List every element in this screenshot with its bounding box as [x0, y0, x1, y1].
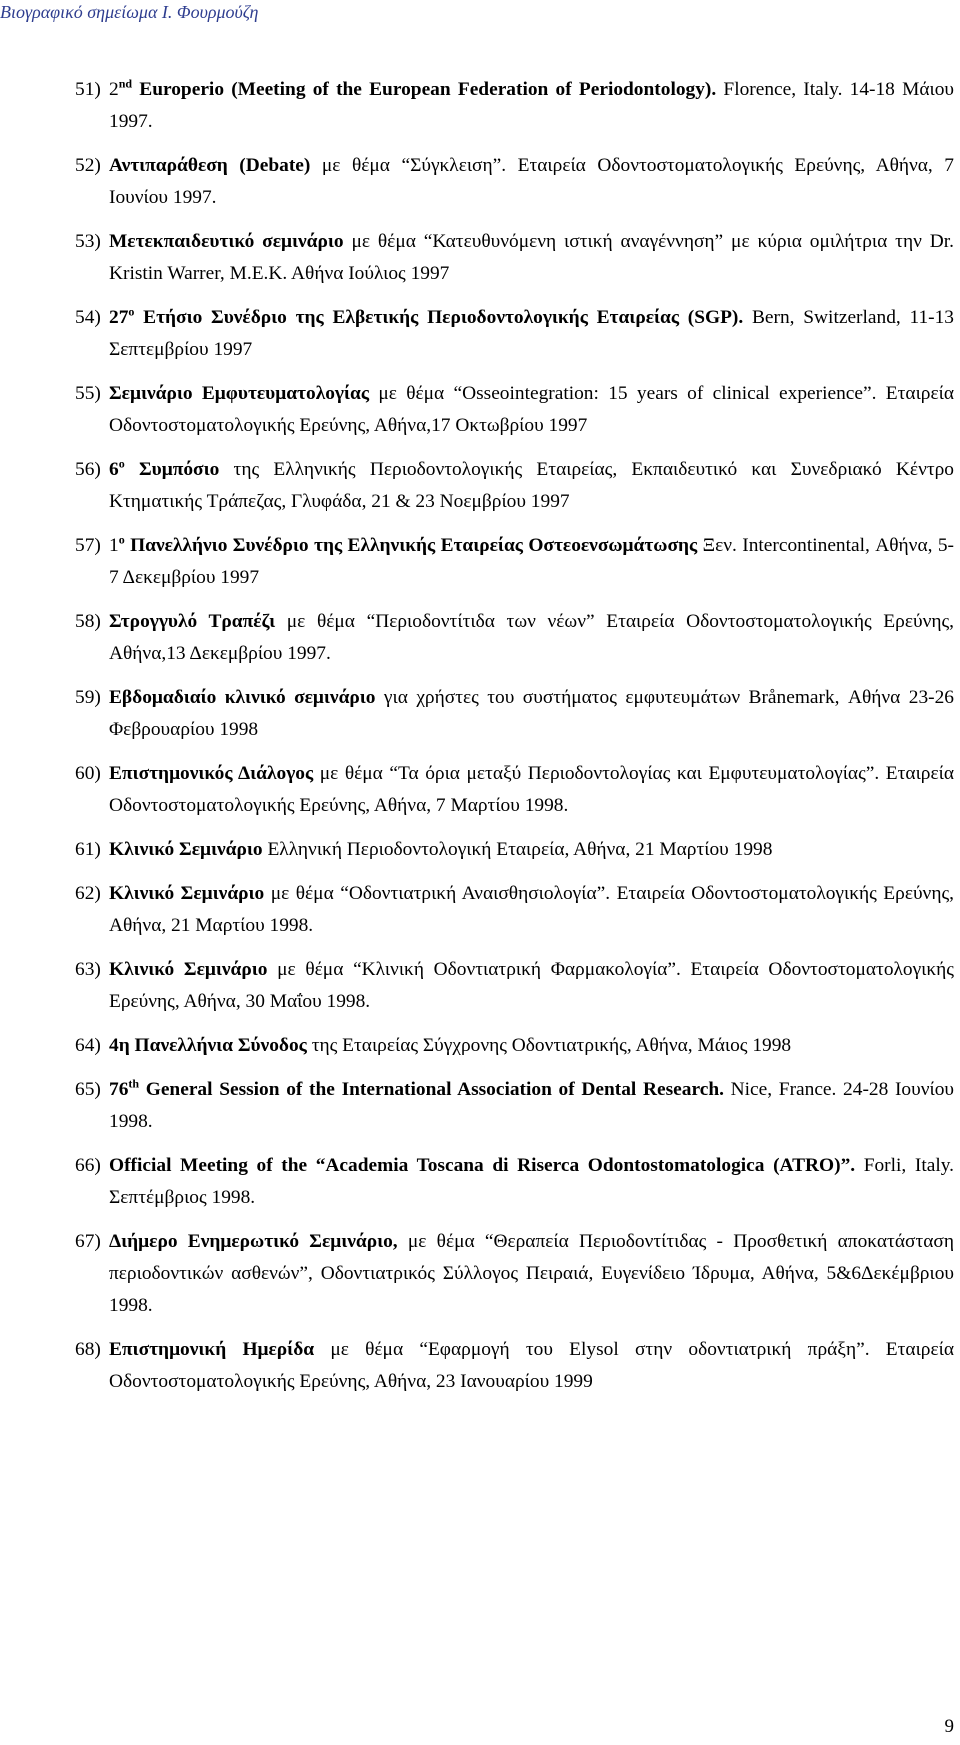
plain-text: της Εταιρείας Σύγχρονης Οδοντιατρικής, Αθήνα, Μάιος 1998 — [306, 1035, 792, 1056]
plain-text: με θέμα “Οδοντιατρική Αναισθησιολογία”. Εταιρεία Οδοντοστοματολογικής Ερεύνης, Αθήνα, 21 Μαρτίου 1998. — [109, 883, 954, 936]
entry-text — [109, 378, 954, 442]
bold-text: Πανελλήνιο Συνέδριο της Ελληνικής Εταιρείας Οστεοενσωμάτωσης — [124, 535, 698, 556]
bold-text: Κλινικό Σεμινάριο — [109, 839, 263, 860]
plain-text: με θέμα “Εφαρμογή του Elysol στην οδοντιατρική πράξη”. Εταιρεία Οδοντοστοματολογικής Ερεύνης, Αθήνα, 23 Ιανουαρίου 1999 — [109, 1339, 954, 1392]
entry-text — [109, 1150, 954, 1214]
superscript: ο — [128, 304, 135, 319]
entry-number: 68) — [75, 1339, 101, 1360]
superscript: ο — [118, 456, 125, 471]
page-number: 9 — [944, 1716, 954, 1737]
list-item — [75, 302, 954, 366]
plain-text: για χρήστες του συστήματος εμφυτευμάτων Brånemark, Αθήνα 23-26 Φεβρουαρίου 1998 — [109, 687, 955, 740]
entry-number: 67) — [75, 1231, 101, 1252]
bold-text: Επιστημονική Ημερίδα — [109, 1339, 315, 1360]
entry-number: 62) — [75, 883, 106, 904]
list-item — [75, 758, 954, 822]
plain-text: της Ελληνικής Περιοδοντολογικής Εταιρείας, Εκπαιδευτικό και Συνεδριακό Κέντρο Κτηματικής Τράπεζας, Γλυφάδα, 21 & 23 Νοεμβρίου 1997 — [109, 459, 955, 512]
bold-text: 6 — [109, 459, 119, 480]
plain-text: Ξεν. Intercontinental, Αθήνα, 5-7 Δεκεμβρίου 1997 — [109, 535, 955, 588]
entry-number: 61) — [75, 839, 106, 860]
bold-text: Επιστημονικός Διάλογος — [109, 763, 314, 784]
plain-text: με θέμα “Κατευθυνόμενη ιστική αναγέννηση” με κύρια ομιλήτρια την Dr. Kristin Warrer, Μ.Ε.Κ. Αθήνα Ιούλιος 1997 — [109, 231, 954, 284]
entry-text — [109, 530, 954, 594]
list-item — [75, 682, 954, 746]
list-item — [75, 1030, 954, 1062]
bold-text: 4η Πανελλήνια Σύνοδος — [109, 1035, 307, 1056]
bold-text: Κλινικό Σεμινάριο — [109, 959, 268, 980]
entry-text — [109, 226, 954, 290]
list-item — [75, 1074, 954, 1138]
bold-text: Official Meeting of the “Academia Toscana di Riserca Odontostomatologica (ATRO)”. — [109, 1155, 856, 1176]
plain-text: Bern, Switzerland, 11-13 Σεπτεμβρίου 1997 — [109, 307, 955, 360]
bold-text: Europerio (Meeting of the European Federation of Periodontology). — [132, 79, 717, 100]
entry-number: 63) — [75, 959, 106, 980]
list-item — [75, 378, 954, 442]
list-item — [75, 1334, 954, 1398]
bold-text: Κλινικό Σεμινάριο — [109, 883, 265, 904]
entry-number: 51) — [75, 79, 106, 100]
entry-number: 57) — [75, 535, 101, 556]
entry-number: 59) — [75, 687, 101, 708]
entry-text — [109, 1030, 954, 1062]
plain-text: με θέμα “Περιοδοντίτιδα των νέων” Εταιρεία Οδοντοστοματολογικής Ερεύνης, Αθήνα,13 Δεκεμβρίου 1997. — [109, 611, 955, 664]
plain-text: με θέμα “Σύγκλειση”. Εταιρεία Οδοντοστοματολογικής Ερεύνης, Αθήνα, 7 Ιουνίου 1997. — [109, 155, 954, 208]
list-item — [75, 1226, 954, 1322]
bold-text: Συμπόσιο — [124, 459, 220, 480]
plain-text: 2 — [109, 79, 119, 100]
list-item — [75, 454, 954, 518]
bold-text: 27 — [109, 307, 129, 328]
bold-text: Ετήσιο Συνέδριο της Ελβετικής Περιοδοντολογικής Εταιρείας (SGP). — [134, 307, 744, 328]
list-item — [75, 74, 954, 138]
plain-text: Florence, Italy. 14-18 Μάιου 1997. — [109, 79, 954, 132]
entry-text — [109, 454, 954, 518]
plain-text: Ελληνική Περιοδοντολογική Εταιρεία, Αθήνα, 21 Μαρτίου 1998 — [262, 839, 773, 860]
entry-number: 58) — [75, 611, 101, 632]
entry-number: 52) — [75, 155, 101, 176]
superscript: ο — [118, 532, 125, 547]
plain-text: με θέμα “Τα όρια μεταξύ Περιοδοντολογίας και Εμφυτευματολογίας”. Εταιρεία Οδοντοστοματολογικής Ερεύνης, Αθήνα, 7 Μαρτίου 1998. — [109, 763, 954, 816]
list-item — [75, 878, 954, 942]
bold-text: 76 — [109, 1079, 129, 1100]
entry-text — [109, 1074, 954, 1138]
running-header: Βιογραφικό σημείωμα Ι. Φουρμούζη — [0, 2, 259, 22]
entry-text — [109, 954, 954, 1018]
bold-text: General Session of the International Association of Dental Research. — [139, 1079, 724, 1100]
list-item — [75, 150, 954, 214]
entry-text — [109, 758, 954, 822]
bold-text: Εβδομαδιαίο κλινικό σεμινάριο — [109, 687, 376, 708]
entry-number: 64) — [75, 1035, 101, 1056]
bold-text: Διήμερο Ενημερωτικό Σεμινάριο, — [109, 1231, 398, 1252]
bold-text: Στρογγυλό Τραπέζι — [109, 611, 276, 632]
entry-number: 60) — [75, 763, 106, 784]
list-item — [75, 226, 954, 290]
entry-text — [109, 74, 954, 138]
entry-text — [109, 1226, 954, 1322]
plain-text: 1 — [109, 535, 119, 556]
entry-number: 55) — [75, 383, 101, 404]
plain-text: με θέμα “Osseointegration: 15 years of clinical experience”. Εταιρεία Οδοντοστοματολογικής Ερεύνης, Αθήνα,17 Οκτωβρίου 1997 — [109, 383, 954, 436]
entry-text — [109, 606, 954, 670]
entry-list — [75, 74, 954, 1410]
list-item — [75, 606, 954, 670]
list-item — [75, 530, 954, 594]
list-item — [75, 954, 954, 1018]
entry-number: 56) — [75, 459, 101, 480]
superscript: th — [128, 1076, 140, 1091]
entry-text — [109, 302, 954, 366]
list-item — [75, 834, 954, 866]
entry-text — [109, 878, 954, 942]
plain-text: Forli, Italy. Σεπτέμβριος 1998. — [109, 1155, 954, 1208]
plain-text: με θέμα “Κλινική Οδοντιατρική Φαρμακολογία”. Εταιρεία Οδοντοστοματολογικής Ερεύνης, Αθήνα, 30 Μαΐου 1998. — [109, 959, 954, 1012]
superscript: nd — [118, 76, 133, 91]
bold-text: Σεμινάριο Εμφυτευματολογίας — [109, 383, 369, 404]
bold-text: Μετεκπαιδευτικό σεμινάριο — [109, 231, 344, 252]
entry-number: 54) — [75, 307, 106, 328]
entry-text — [109, 834, 954, 866]
entry-number: 53) — [75, 231, 106, 252]
entry-text — [109, 1334, 954, 1398]
bold-text: Αντιπαράθεση (Debate) — [109, 155, 311, 176]
entry-text — [109, 682, 954, 746]
plain-text: με θέμα “Θεραπεία Περιοδοντίτιδας - Προσθετική αποκατάσταση περιοδοντικών ασθενών”, Οδοντιατρικός Σύλλογος Πειραιά, Ευγενίδειο Ίδρυμα, Αθήνα, 5&6Δεκέμβριου 1998. — [109, 1231, 955, 1316]
entry-number: 66) — [75, 1155, 106, 1176]
plain-text: Nice, France. 24-28 Ιουνίου 1998. — [109, 1079, 955, 1132]
entry-text — [109, 150, 954, 214]
entry-number: 65) — [75, 1079, 101, 1100]
list-item — [75, 1150, 954, 1214]
